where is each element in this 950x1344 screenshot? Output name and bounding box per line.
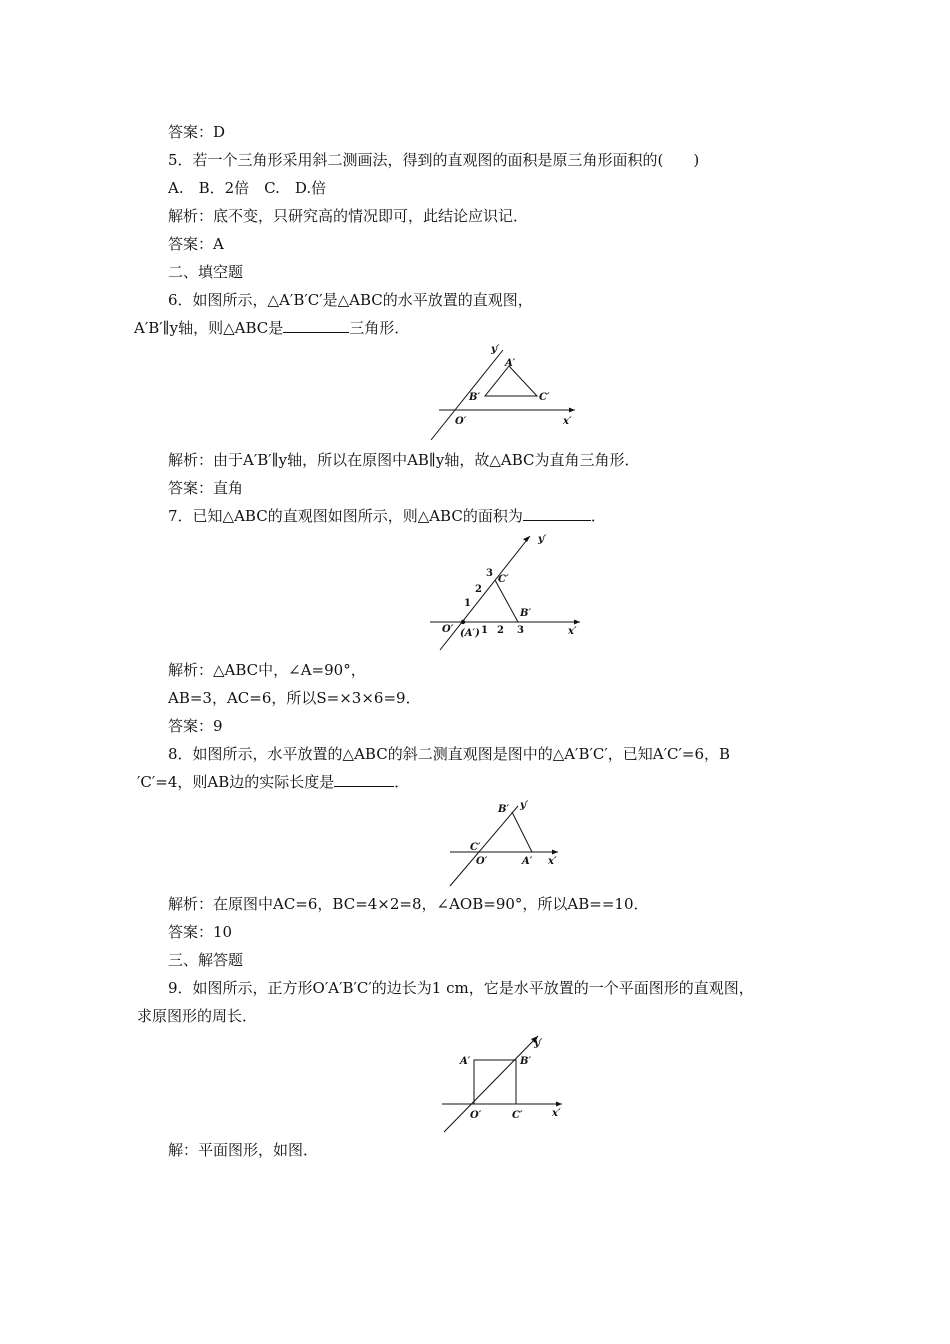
- y-axis: [450, 806, 518, 886]
- label-a: A′: [505, 358, 516, 369]
- origin-dot: [461, 620, 465, 624]
- label-y: y′: [534, 1038, 543, 1049]
- label-y: y′: [520, 800, 529, 811]
- x-axis-arrow-icon: [556, 1102, 562, 1107]
- question-6-line2: A′B′∥y轴，则△ABC是 三角形．: [134, 319, 410, 337]
- question-5: 5．若一个三角形采用斜二测画法，得到的直观图的面积是原三角形面积的( ): [168, 151, 700, 169]
- solution-q9: 解：平面图形，如图．: [168, 1141, 319, 1159]
- label-a: A′: [460, 1056, 471, 1067]
- label-c: C′: [498, 574, 509, 585]
- y-axis: [431, 350, 503, 440]
- answer-blank: [334, 772, 394, 787]
- x-axis-arrow-icon: [574, 620, 580, 625]
- figure-q8: [440, 798, 570, 890]
- answer-q4: 答案：D: [168, 123, 226, 141]
- label-c: C′: [512, 1110, 523, 1121]
- tick-y1: 1: [464, 598, 471, 609]
- x-axis-arrow-icon: [552, 850, 558, 855]
- explanation-q7-line1: 解析：△ABC中，∠A=90°，: [168, 661, 366, 679]
- explanation-q7-line2: AB=3，AC=6，所以S=×3×6=9．: [168, 689, 421, 707]
- answer-q5: 答案：A: [168, 235, 224, 253]
- label-c: C′: [470, 842, 481, 853]
- answer-q6: 答案：直角: [168, 479, 244, 497]
- label-x: x′: [563, 416, 572, 427]
- label-y: y′: [491, 344, 500, 355]
- label-x: x′: [548, 856, 557, 867]
- answer-blank: [283, 318, 349, 333]
- label-o: O′: [442, 624, 454, 635]
- explanation-q6: 解析：由于A′B′∥y轴，所以在原图中AB∥y轴，故△ABC为直角三角形．: [168, 451, 640, 469]
- segment-cb: [495, 580, 518, 622]
- triangle-abc: [485, 366, 537, 396]
- question-9-line2: 求原图形的周长．: [137, 1007, 258, 1025]
- figure-q9: [440, 1030, 575, 1136]
- x-axis-arrow-icon: [569, 408, 575, 413]
- tick-y2: 2: [475, 584, 482, 595]
- y-axis: [444, 1036, 538, 1132]
- label-b: B′: [520, 1056, 532, 1067]
- y-axis-arrow-icon: [523, 536, 530, 542]
- tick-y3: 3: [486, 568, 493, 579]
- section-fill-in: 二、填空题: [168, 263, 244, 281]
- label-b: B′: [520, 608, 532, 619]
- label-o: O′: [476, 856, 488, 867]
- question-9-line1: 9．如图所示，正方形O′A′B′C′的边长为1 cm，它是水平放置的一个平面图形的直观图，: [168, 979, 754, 997]
- explanation-q8: 解析：在原图中AC=6，BC=4×2=8，∠AOB=90°，所以AB==10．: [168, 895, 649, 913]
- question-5-options: A. B．2倍 C. D.倍: [168, 179, 327, 197]
- question-6-line1: 6．如图所示，△A′B′C′是△ABC的水平放置的直观图，: [168, 291, 533, 309]
- question-8-line2: ′C′=4，则AB边的实际长度是 ．: [137, 773, 410, 791]
- explanation-q5: 解析：底不变，只研究高的情况即可，此结论应识记．: [168, 207, 529, 225]
- tick-x3: 3: [517, 625, 524, 636]
- label-o: O′: [470, 1110, 482, 1121]
- label-b: B′: [469, 392, 481, 403]
- answer-q7: 答案：9: [168, 717, 223, 735]
- tick-x2: 2: [497, 625, 504, 636]
- figure-q7: [420, 530, 590, 654]
- label-x: x′: [568, 626, 577, 637]
- segment-ba: [512, 812, 532, 852]
- label-a: (A′): [460, 628, 480, 639]
- label-c: C′: [539, 392, 550, 403]
- answer-blank: [523, 506, 591, 521]
- label-o: O′: [455, 416, 467, 427]
- label-y: y′: [538, 534, 547, 545]
- figure-q6: [425, 342, 585, 446]
- tick-x1: 1: [481, 625, 488, 636]
- answer-q8: 答案：10: [168, 923, 233, 941]
- section-solve: 三、解答题: [168, 951, 244, 969]
- label-x: x′: [552, 1108, 561, 1119]
- square-oabc: [474, 1060, 516, 1104]
- question-8-line1: 8．如图所示，水平放置的△ABC的斜二测直观图是图中的△A′B′C′，已知A′C′=6，B: [168, 745, 731, 763]
- label-b: B′: [498, 804, 510, 815]
- label-a: A′: [522, 856, 533, 867]
- question-7: 7．已知△ABC的直观图如图所示，则△ABC的面积为 ．: [168, 507, 606, 525]
